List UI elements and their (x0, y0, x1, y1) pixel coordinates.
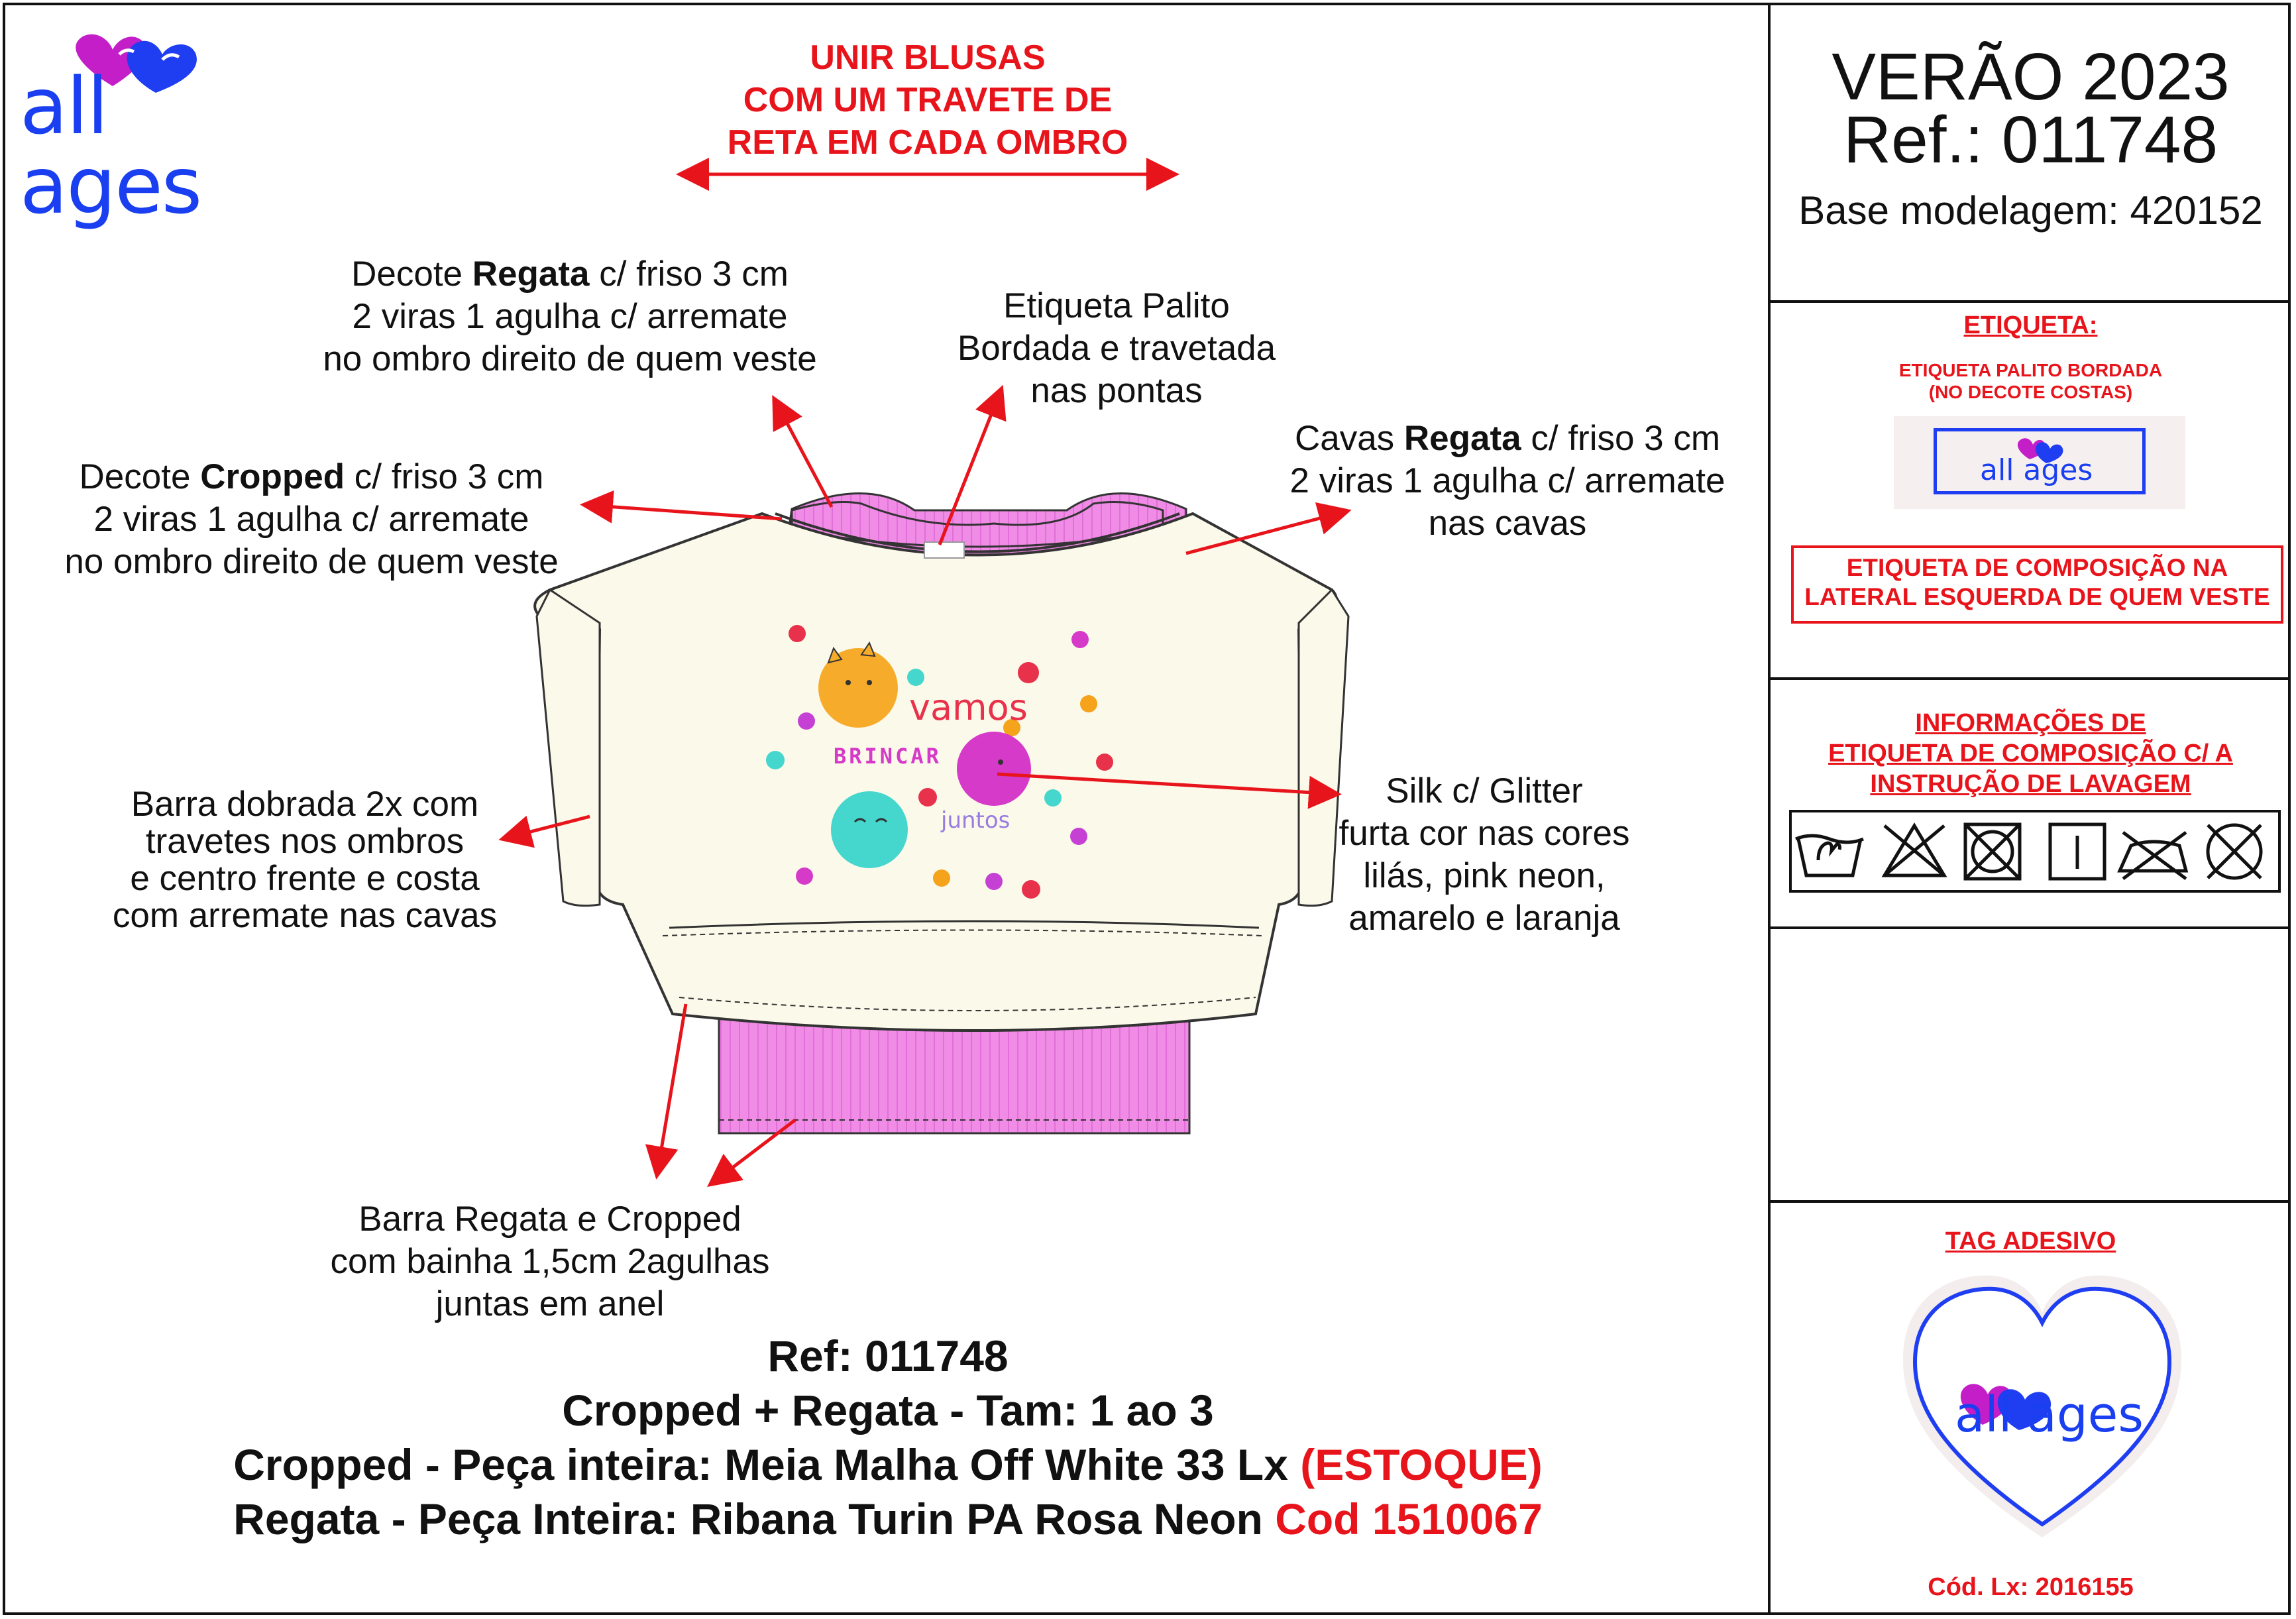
tumble-dry-prohibited-icon (1965, 824, 2020, 879)
base-modelagem: Base modelagem: 420152 (1798, 188, 2263, 233)
line-dry-icon (2050, 824, 2105, 879)
top-note-line-1: UNIR BLUSAS (810, 38, 1046, 77)
neck-label (924, 542, 964, 558)
print-word-brincar: BRINCAR (834, 744, 942, 769)
sidebar-rule-2 (1771, 677, 2291, 680)
care-symbols (1789, 810, 2281, 893)
composicao-box: ETIQUETA DE COMPOSIÇÃO NA LATERAL ESQUERDA DE QUEM VESTE (1791, 545, 2283, 624)
sidebar-rule-1 (1771, 300, 2291, 303)
brand-name-all: all (20, 60, 107, 152)
tag-code: Cód. Lx: 2016155 (1928, 1573, 2134, 1601)
note-etiqueta-palito: Etiqueta Palito Bordada e travetada nas pontas (957, 286, 1276, 410)
spec-summary (20, 1329, 1756, 1546)
top-note-line-2: COM UM TRAVETE DE (743, 81, 1113, 119)
tag-logo-text: all ages (1955, 1386, 2144, 1443)
spec-ref: Ref: 011748 (767, 1331, 1009, 1380)
etiqueta-sub-2: (NO DECOTE COSTAS) (1928, 382, 2133, 402)
iron-prohibited-icon (2120, 832, 2186, 879)
bleach-prohibited-icon (1885, 826, 1944, 875)
sidebar-divider (1768, 3, 1771, 1615)
hand-wash-icon (1796, 836, 1863, 875)
print-word-juntos: juntos (941, 807, 1011, 834)
sidebar-rule-3 (1771, 926, 2291, 929)
note-cavas-regata: Cavas Regata c/ friso 3 cm 2 viras 1 agulha c/ arremate nas cavas (1289, 419, 1725, 543)
note-silk: Silk c/ Glitter furta cor nas cores lilás, pink neon, amarelo e laranja (1339, 771, 1630, 938)
info-line-2: ETIQUETA DE COMPOSIÇÃO C/ A (1828, 740, 2233, 767)
cropped-top (535, 514, 1348, 1031)
note-barra-regata: Barra Regata e Cropped com bainha 1,5cm 2agulhas juntas em anel (330, 1200, 770, 1323)
palito-label-sample: all ages (1894, 416, 2185, 509)
teal-blob-icon (831, 791, 908, 868)
spec-line-3: Cropped - Peça inteira: Meia Malha Off White 33 Lx (ESTOQUE) (233, 1440, 1543, 1489)
note-decote-cropped: Decote Cropped c/ friso 3 cm 2 viras 1 agulha c/ arremate no ombro direito de quem veste (64, 457, 559, 581)
reference-title: Ref.: 011748 (1843, 103, 2218, 177)
tag-title: TAG ADESIVO (1945, 1227, 2116, 1255)
season-title: VERÃO 2023 (1831, 40, 2230, 114)
pink-bird-blob-icon (957, 732, 1031, 806)
brand-name-ages: ages (20, 140, 201, 231)
spec-line-2: Cropped + Regata - Tam: 1 ao 3 (562, 1386, 1214, 1435)
etiqueta-sub-1: ETIQUETA PALITO BORDADA (1898, 360, 2163, 380)
info-line-3: INSTRUÇÃO DE LAVAGEM (1870, 770, 2191, 798)
dry-clean-prohibited-icon (2208, 825, 2261, 878)
note-decote-regata: Decote Regata c/ friso 3 cm 2 viras 1 agulha c/ arremate no ombro direito de quem veste (323, 254, 817, 378)
info-line-1: INFORMAÇÕES DE (1915, 709, 2146, 737)
etiqueta-title: ETIQUETA: (1963, 311, 2098, 339)
spec-line-4: Regata - Peça Inteira: Ribana Turin PA Rosa Neon Cod 1510067 (233, 1494, 1543, 1543)
sidebar-rule-4 (1771, 1200, 2291, 1203)
top-note-line-3: RETA EM CADA OMBRO (727, 123, 1128, 162)
note-barra-dobrada: Barra dobrada 2x com travetes nos ombros e centro frente e costa com arremate nas cavas (112, 785, 498, 935)
print-word-vamos: vamos (909, 687, 1028, 728)
